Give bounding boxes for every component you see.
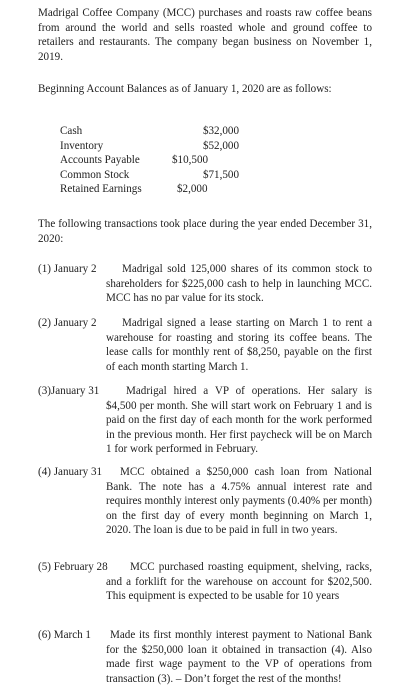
transaction-text: Madrigal hired a VP of operations. Her salary is $4,500 per month. She will start work on February 1 and is paid on the first day of each month for the work performed in the previous month. Her first paycheck will be on March 1 for work performed in February. [106, 385, 372, 456]
balance-row [60, 139, 329, 154]
transaction-5 [38, 560, 372, 604]
balance-amount: $32,000 [202, 125, 239, 137]
intro-paragraph: Madrigal Coffee Company (MCC) purchases and roasts raw coffee beans from around the world and sells roasted whole and ground coffee to retailers and restaurants. The company began business on November 1, 2019. [38, 7, 372, 63]
transaction-label: (5) February 28 [38, 561, 108, 573]
transaction-6 [38, 628, 372, 686]
transaction-text: Made its first monthly interest payment to National Bank for the $250,000 loan it obtained in transaction (4). Also made first wage payment to the VP of operations from transaction (3). – Don’t forget the rest of the months! [106, 629, 372, 685]
balance-name: Common Stock [60, 168, 130, 181]
transaction-4 [38, 465, 372, 538]
balance-name: Retained Earnings [60, 183, 142, 196]
transaction-label: (2) January 2 [38, 317, 97, 329]
transactions-intro: The following transactions took place during the year ended December 31, 2020: [38, 218, 372, 245]
transaction-label: (6) March 1 [38, 629, 91, 641]
transaction-text: Madrigal sold 125,000 shares of its common stock to shareholders for $225,000 cash to help in launching MCC. MCC has no par value for its stock. [106, 263, 372, 305]
transaction-label: (4) January 31 [38, 466, 103, 478]
transaction-2 [38, 316, 372, 374]
transaction-text: MCC purchased roasting equipment, shelving, racks, and a forklift for the warehouse on account for $202,500. This equipment is expected to be usable for 10 years [106, 561, 372, 603]
balance-row [60, 182, 329, 197]
transaction-3 [38, 384, 372, 457]
balance-name: Inventory [60, 139, 104, 152]
transaction-text: Madrigal signed a lease starting on March 1 to rent a warehouse for roasting and storing its coffee beans. The lease calls for monthly rent of $8,250, payable on the first of each month starting March 1. [106, 317, 372, 373]
balance-amount: $2,000 [177, 183, 208, 196]
balance-amount: $71,500 [202, 168, 239, 181]
balance-amount: $10,500 [172, 154, 209, 167]
transaction-1 [38, 262, 372, 306]
balances-table [60, 124, 329, 197]
balance-name: Cash [60, 125, 83, 137]
transaction-label: (3)January 31 [38, 385, 100, 397]
balances-heading: Beginning Account Balances as of January 1, 2020 are as follows: [38, 83, 332, 95]
balance-amount: $52,000 [202, 139, 239, 152]
transaction-text: MCC obtained a $250,000 cash loan from National Bank. The note has a 4.75% annual interest rate and requires monthly interest only payments (0.40% per month) on the first day of every month beginning on March 1, 2020. The loan is due to be paid in full in two years. [106, 466, 372, 537]
balance-name: Accounts Payable [60, 154, 140, 167]
balance-row [60, 124, 329, 139]
balance-row [60, 168, 329, 183]
balance-row [60, 153, 329, 168]
transaction-label: (1) January 2 [38, 263, 97, 275]
